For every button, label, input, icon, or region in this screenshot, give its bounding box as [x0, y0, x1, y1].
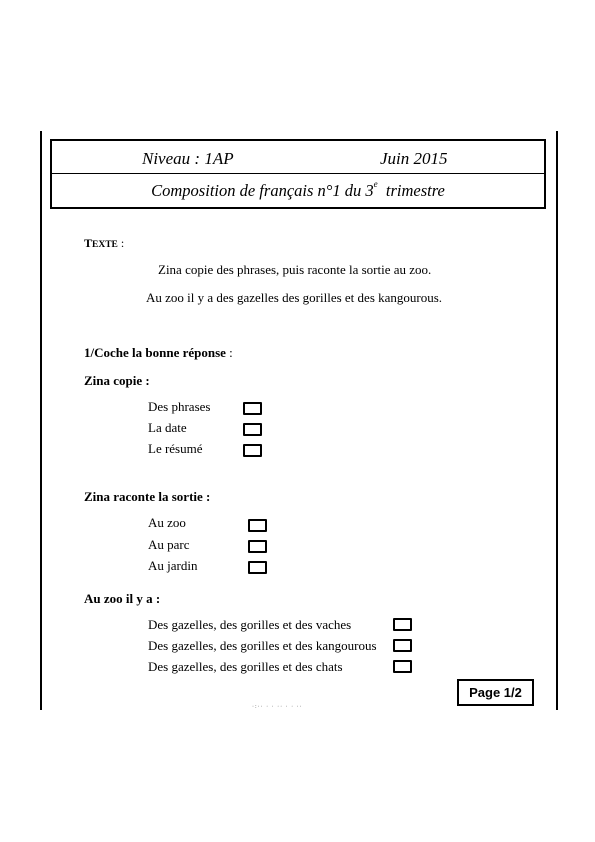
text-label-initial: T	[84, 236, 93, 250]
section-title-zina-raconte: Zina raconte la sortie :	[84, 489, 211, 504]
right-margin-rule	[556, 131, 558, 710]
text-section-label	[84, 236, 124, 251]
option-label: Le résumé	[148, 441, 203, 456]
option-label: La date	[148, 420, 187, 435]
checkbox[interactable]	[393, 618, 412, 631]
page-number: Page 1/2	[469, 685, 522, 700]
checkbox[interactable]	[243, 402, 262, 415]
section-title-zina-copie: Zina copie :	[84, 373, 150, 388]
option-label: Des gazelles, des gorilles et des kangourous	[148, 638, 377, 653]
composition-title	[52, 181, 544, 201]
header-box	[50, 139, 546, 209]
option-label: Des gazelles, des gorilles et des chats	[148, 659, 343, 674]
level-label: Niveau : 1AP	[142, 149, 234, 168]
question-1-label: 1/Coche la bonne réponse	[84, 345, 226, 360]
composition-title-superscript: e	[373, 179, 378, 189]
checkbox[interactable]	[243, 444, 262, 457]
option-label: Au jardin	[148, 558, 198, 573]
composition-title-suffix: trimestre	[377, 181, 445, 200]
checkbox[interactable]	[248, 561, 267, 574]
checkbox[interactable]	[393, 660, 412, 673]
checkbox[interactable]	[393, 639, 412, 652]
question-1-colon: :	[225, 345, 233, 360]
header-divider	[52, 173, 544, 174]
section-title-au-zoo: Au zoo il y a :	[84, 591, 161, 606]
text-label-colon: :	[117, 236, 125, 250]
checkbox[interactable]	[243, 423, 262, 436]
checkbox[interactable]	[248, 540, 267, 553]
text-label-rest: EXTE	[92, 240, 118, 250]
text-line-2: Au zoo il y a des gazelles des gorilles et des kangourous.	[146, 290, 443, 305]
question-1-instruction	[84, 345, 233, 361]
composition-title-prefix: Composition de français n°1 du 3	[151, 181, 374, 200]
text-line-1: Zina copie des phrases, puis raconte la sortie au zoo.	[158, 262, 432, 277]
option-label: Des gazelles, des gorilles et des vaches	[148, 617, 352, 632]
checkbox[interactable]	[248, 519, 267, 532]
page-number-box	[457, 679, 534, 706]
option-label: Des phrases	[148, 399, 211, 414]
date-label: Juin 2015	[380, 149, 448, 168]
footer-artifact: ·:·· · · ·· · · ··	[252, 704, 303, 710]
option-label: Au parc	[148, 537, 190, 552]
option-label: Au zoo	[148, 515, 186, 530]
left-margin-rule	[40, 131, 42, 710]
